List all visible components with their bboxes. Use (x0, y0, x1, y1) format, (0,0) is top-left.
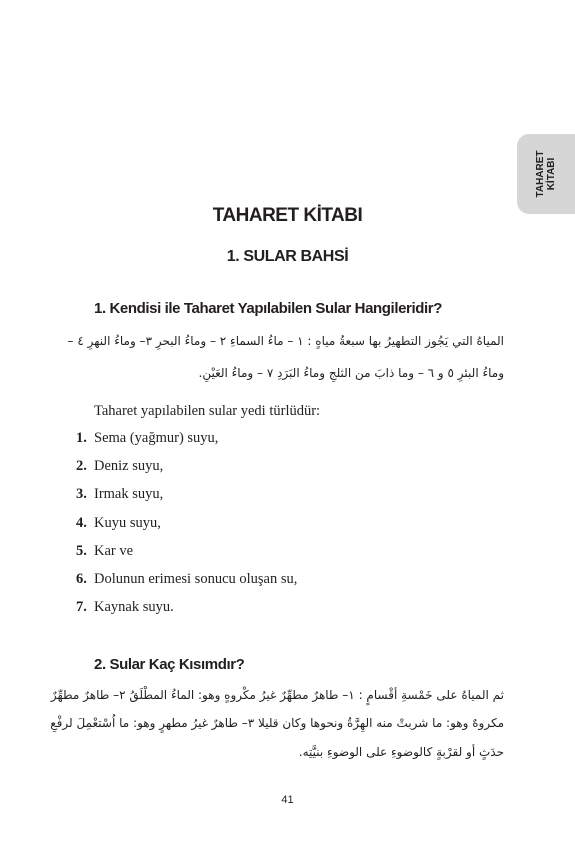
list-item-text: Deniz suyu, (94, 458, 164, 475)
list-item (76, 430, 297, 458)
question-2-arabic-line-1: ثم المياهُ على خَمْسةِ أقْسامٍ : ١– طاهرٌ مطهِّرٌ غيرُ مكْروهٍ وهو: الماءُ المطْلَقُ ٢– طاهرٌ مطهِّرٌ (50, 688, 504, 702)
list-item-number: 2. (76, 458, 87, 475)
list-item-number: 1. (76, 430, 87, 446)
section-title: 1. SULAR BAHSİ (226, 248, 349, 265)
chapter-title: TAHARET KİTABI (212, 205, 363, 226)
water-types-list (76, 430, 297, 627)
list-item (76, 571, 297, 599)
side-tab-label (535, 150, 557, 197)
list-item-text: Kaynak suyu. (94, 599, 174, 616)
list-item (76, 458, 297, 486)
list-item-text: Kar ve (94, 542, 134, 559)
list-item-number: 4. (76, 514, 87, 531)
list-item (76, 543, 297, 571)
list-item-number: 5. (76, 542, 87, 559)
list-item (76, 515, 297, 543)
side-tab[interactable] (517, 134, 575, 214)
question-1-arabic-line-2: وماءُ البئرِ ٥ و ٦ – وما ذابَ من الثلجِ وماءُ البَرَدِ ٧ – وماءُ العَيْنِ. (198, 366, 504, 380)
question-2-arabic-line-3: حدَثٍ أو لقرْبةٍ كالوضوءِ على الوضوءِ بنيَّتِه. (298, 745, 504, 759)
list-item-text: Irmak suyu, (94, 486, 164, 503)
question-2-heading: 2. Sular Kaç Kısımdır? (94, 656, 245, 673)
side-tab-line2: KİTABI (546, 157, 557, 191)
list-item-text: Dolunun erimesi sonucu oluşan su, (94, 570, 298, 587)
list-item-text: Sema (yağmur) suyu, (94, 430, 219, 446)
question-1-intro: Taharet yapılabilen sular yedi türlüdür: (94, 403, 321, 419)
page-number: 41 (281, 794, 294, 806)
list-item-number: 3. (76, 486, 87, 503)
list-item-number: 6. (76, 570, 87, 587)
side-tab-line1: TAHARET (535, 150, 546, 198)
question-1-heading: 1. Kendisi ile Taharet Yapılabilen Sular Hangileridir? (94, 300, 442, 317)
question-1-arabic-line-1: المياهُ التي يَجُوز التطهيرُ بها سبعةُ مياهٍ : ١ – ماءُ السماءِ ٢ – وماءُ البحرِ ٣– وماءُ النهرِ ٤ – (67, 334, 504, 348)
list-item (76, 486, 297, 514)
list-item-number: 7. (76, 599, 87, 616)
list-item-text: Kuyu suyu, (94, 514, 161, 531)
question-2-arabic-line-2: مكروهٌ وهو: ما شربتْ منه الهِرَّةُ ونحوها وكان قليلا ٣– طاهرٌ غيرُ مطهرٍ وهو: ما اُسْتعْمِلَ لرفْعِ (50, 716, 504, 730)
list-item (76, 599, 297, 627)
